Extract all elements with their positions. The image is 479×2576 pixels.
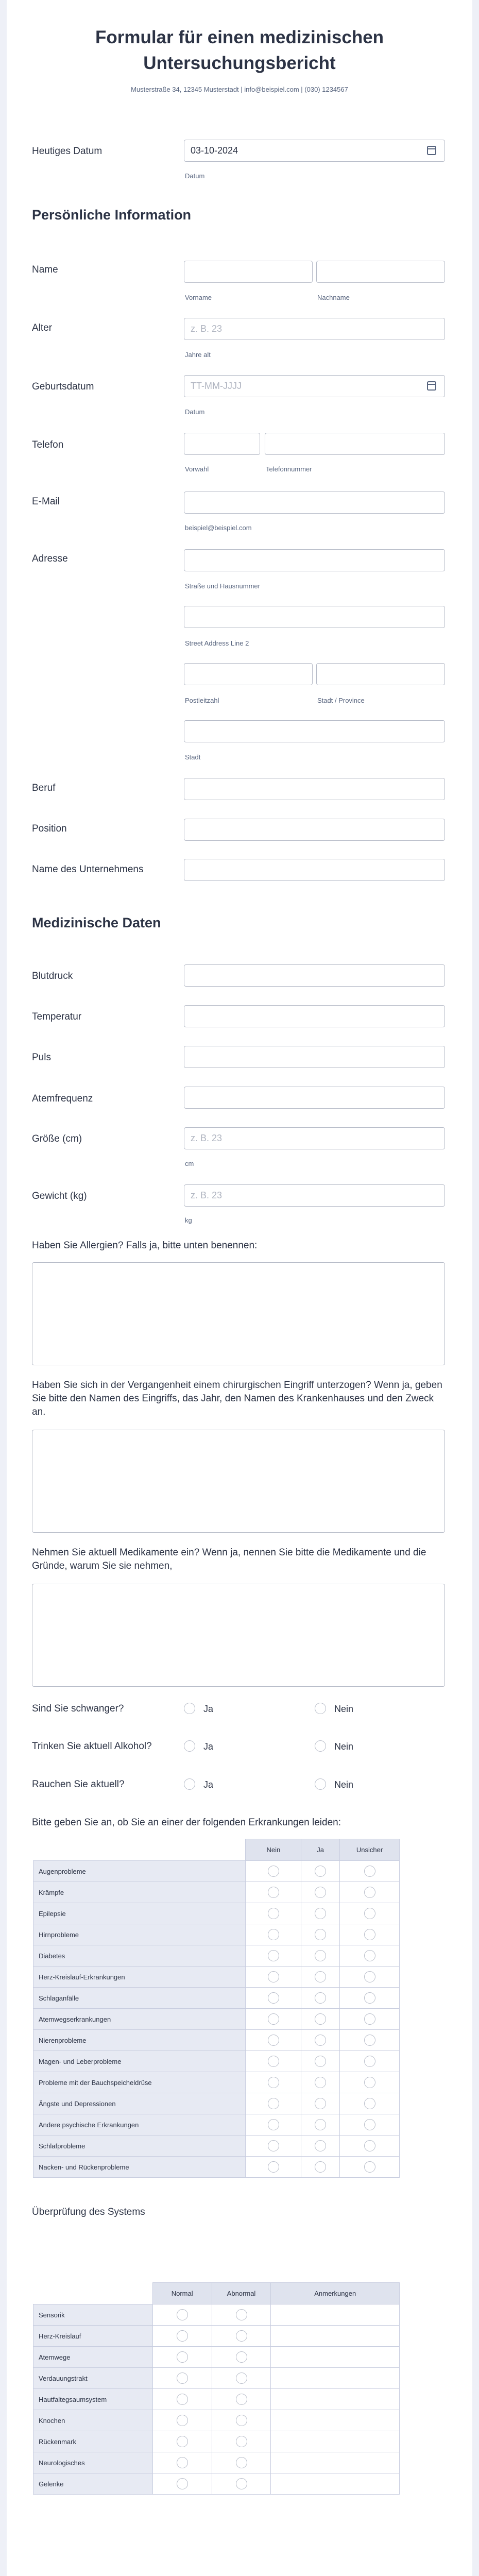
matrix-radio[interactable] bbox=[364, 2161, 375, 2173]
matrix-radio[interactable] bbox=[177, 2415, 188, 2426]
diseases-matrix bbox=[33, 1839, 400, 2178]
bp-input[interactable] bbox=[184, 964, 445, 987]
matrix-radio[interactable] bbox=[364, 2140, 375, 2151]
weight-input[interactable]: z. B. 23 bbox=[184, 1184, 445, 1207]
position-label: Position bbox=[32, 823, 67, 834]
matrix-row bbox=[33, 2051, 400, 2072]
weight-hint: kg bbox=[185, 1216, 192, 1224]
height-input[interactable]: z. B. 23 bbox=[184, 1127, 445, 1149]
temp-input[interactable] bbox=[184, 1005, 445, 1027]
date-today-hint: Datum bbox=[185, 172, 205, 180]
surgery-question: Haben Sie sich in der Vergangenheit einem chirurgischen Eingriff unterzogen? Wenn ja, geben Sie bitte den Namen des Eingriffs, das Jahr, den Namen des Krankenhauses und den Zweck an. bbox=[32, 1380, 442, 1417]
matrix-radio[interactable] bbox=[268, 2161, 279, 2173]
matrix-row-label: Nacken- und Rückenprobleme bbox=[33, 2157, 246, 2178]
meds-question: Nehmen Sie aktuell Medikamente ein? Wenn ja, nennen Sie bitte die Medikamente und die Gründe, warum Sie sie nehmen, bbox=[32, 1547, 426, 1571]
alcohol-no-radio[interactable] bbox=[315, 1740, 326, 1752]
matrix-col-header: Ja bbox=[301, 1839, 340, 1861]
zip-hint: Postleitzahl bbox=[185, 697, 219, 704]
matrix-row bbox=[33, 2368, 400, 2389]
matrix-row bbox=[33, 2093, 400, 2114]
matrix-radio[interactable] bbox=[268, 1992, 279, 2004]
matrix-row bbox=[33, 2136, 400, 2157]
matrix-radio[interactable] bbox=[315, 2161, 326, 2173]
matrix-row-label: Probleme mit der Bauchspeicheldrüse bbox=[33, 2072, 246, 2093]
matrix-row-label: Schlaganfälle bbox=[33, 1988, 246, 2009]
height-label: Größe (cm) bbox=[32, 1133, 82, 1144]
birth-label: Geburtsdatum bbox=[32, 381, 94, 392]
matrix-row bbox=[33, 1903, 400, 1924]
matrix-radio[interactable] bbox=[268, 2077, 279, 2088]
city-input[interactable] bbox=[184, 720, 445, 742]
matrix-radio[interactable] bbox=[268, 2098, 279, 2109]
form-title: Formular für einen medizinischen Untersuchungsbericht bbox=[95, 27, 384, 73]
matrix-radio[interactable] bbox=[315, 2013, 326, 2025]
matrix-row-label: Sensorik bbox=[33, 2304, 153, 2326]
birth-hint: Datum bbox=[185, 408, 205, 416]
phone-label: Telefon bbox=[32, 439, 64, 450]
matrix-radio[interactable] bbox=[315, 1866, 326, 1877]
matrix-radio[interactable] bbox=[315, 1908, 326, 1919]
matrix-row bbox=[33, 2389, 400, 2410]
matrix-row-label: Nierenprobleme bbox=[33, 2030, 246, 2051]
matrix-radio[interactable] bbox=[268, 2140, 279, 2151]
matrix-corner bbox=[33, 1839, 246, 1861]
matrix-row bbox=[33, 2410, 400, 2431]
matrix-note-cell[interactable] bbox=[271, 2473, 400, 2495]
matrix-radio[interactable] bbox=[268, 1866, 279, 1877]
pulse-label: Puls bbox=[32, 1052, 51, 1063]
age-input[interactable]: z. B. 23 bbox=[184, 318, 445, 340]
last-name-hint: Nachname bbox=[317, 294, 350, 301]
pregnant-no-radio[interactable] bbox=[315, 1703, 326, 1714]
job-label: Beruf bbox=[32, 783, 56, 793]
matrix-note-cell[interactable] bbox=[271, 2304, 400, 2326]
position-input[interactable] bbox=[184, 819, 445, 841]
alcohol-yes-label: Ja bbox=[203, 1741, 214, 1752]
matrix-radio[interactable] bbox=[236, 2436, 247, 2447]
matrix-note-cell[interactable] bbox=[271, 2389, 400, 2410]
matrix-row bbox=[33, 2304, 400, 2326]
form-contact: Musterstraße 34, 12345 Musterstadt | info@beispiel.com | (030) 1234567 bbox=[131, 86, 348, 93]
matrix-radio[interactable] bbox=[364, 1971, 375, 1982]
matrix-radio[interactable] bbox=[315, 1950, 326, 1961]
matrix-radio[interactable] bbox=[268, 1971, 279, 1982]
matrix-row bbox=[33, 1967, 400, 1988]
resp-label: Atemfrequenz bbox=[32, 1093, 93, 1104]
email-label: E-Mail bbox=[32, 496, 60, 507]
matrix-row-label: Augenprobleme bbox=[33, 1861, 246, 1882]
matrix-radio[interactable] bbox=[177, 2394, 188, 2405]
birth-input[interactable]: TT-MM-JJJJ bbox=[184, 375, 445, 397]
matrix-row bbox=[33, 2009, 400, 2030]
matrix-radio[interactable] bbox=[364, 1887, 375, 1898]
matrix-note-cell[interactable] bbox=[271, 2410, 400, 2431]
matrix-note-cell[interactable] bbox=[271, 2452, 400, 2473]
matrix-col-header: Nein bbox=[246, 1839, 301, 1861]
surgery-textarea[interactable] bbox=[32, 1430, 445, 1533]
matrix-radio[interactable] bbox=[236, 2394, 247, 2405]
matrix-row bbox=[33, 2452, 400, 2473]
matrix-radio[interactable] bbox=[236, 2457, 247, 2468]
matrix-radio[interactable] bbox=[236, 2478, 247, 2489]
first-name-input[interactable] bbox=[184, 261, 313, 283]
matrix-note-cell[interactable] bbox=[271, 2431, 400, 2452]
calendar-icon[interactable] bbox=[427, 146, 436, 155]
matrix-radio[interactable] bbox=[177, 2309, 188, 2320]
name-label: Name bbox=[32, 264, 58, 275]
matrix-radio[interactable] bbox=[315, 2077, 326, 2088]
matrix-row bbox=[33, 2347, 400, 2368]
matrix-note-cell[interactable] bbox=[271, 2368, 400, 2389]
section-personal: Persönliche Information bbox=[32, 207, 192, 223]
matrix-radio[interactable] bbox=[364, 2077, 375, 2088]
matrix-row-label: Krämpfe bbox=[33, 1882, 246, 1903]
matrix-row bbox=[33, 2114, 400, 2136]
smoke-no-label: Nein bbox=[334, 1780, 354, 1790]
alcohol-yes-radio[interactable] bbox=[184, 1740, 195, 1752]
matrix-radio[interactable] bbox=[315, 2098, 326, 2109]
matrix-radio[interactable] bbox=[268, 2035, 279, 2046]
matrix-radio[interactable] bbox=[236, 2351, 247, 2363]
age-hint: Jahre alt bbox=[185, 351, 211, 359]
matrix-row-label: Atemwegserkrankungen bbox=[33, 2009, 246, 2030]
alcohol-no-label: Nein bbox=[334, 1741, 354, 1752]
pregnant-label: Sind Sie schwanger? bbox=[32, 1703, 124, 1714]
matrix-radio[interactable] bbox=[315, 1887, 326, 1898]
matrix-radio[interactable] bbox=[177, 2351, 188, 2363]
phone-area-input[interactable] bbox=[184, 433, 260, 455]
diseases-question: Bitte geben Sie an, ob Sie an einer der folgenden Erkrankungen leiden: bbox=[32, 1817, 341, 1828]
email-hint: beispiel@beispiel.com bbox=[185, 524, 252, 532]
matrix-radio[interactable] bbox=[364, 2056, 375, 2067]
matrix-radio[interactable] bbox=[236, 2330, 247, 2342]
matrix-col-header: Unsicher bbox=[340, 1839, 400, 1861]
pregnant-no-label: Nein bbox=[334, 1704, 354, 1714]
matrix-row bbox=[33, 1945, 400, 1967]
bp-label: Blutdruck bbox=[32, 971, 73, 981]
matrix-col-header: Normal bbox=[152, 2283, 212, 2304]
matrix-radio[interactable] bbox=[177, 2436, 188, 2447]
matrix-radio[interactable] bbox=[364, 1950, 375, 1961]
date-today-input[interactable]: 03-10-2024 bbox=[184, 140, 445, 162]
matrix-radio[interactable] bbox=[177, 2478, 188, 2489]
company-input[interactable] bbox=[184, 859, 445, 881]
matrix-radio[interactable] bbox=[364, 2035, 375, 2046]
matrix-radio[interactable] bbox=[268, 1908, 279, 1919]
section-medical: Medizinische Daten bbox=[32, 915, 161, 930]
matrix-radio[interactable] bbox=[364, 1908, 375, 1919]
matrix-radio[interactable] bbox=[364, 1992, 375, 2004]
email-input[interactable] bbox=[184, 492, 445, 514]
matrix-row-label: Neurologisches bbox=[33, 2452, 153, 2473]
smoke-yes-label: Ja bbox=[203, 1780, 214, 1790]
matrix-radio[interactable] bbox=[268, 1950, 279, 1961]
phone-number-hint: Telefonnummer bbox=[266, 465, 312, 473]
smoke-label: Rauchen Sie aktuell? bbox=[32, 1779, 125, 1790]
matrix-radio[interactable] bbox=[236, 2415, 247, 2426]
date-today-label: Heutiges Datum bbox=[32, 146, 102, 157]
resp-input[interactable] bbox=[184, 1087, 445, 1109]
calendar-icon[interactable] bbox=[427, 381, 436, 391]
state-input[interactable] bbox=[316, 663, 445, 685]
age-label: Alter bbox=[32, 323, 53, 333]
temp-label: Temperatur bbox=[32, 1011, 82, 1022]
matrix-row-label: Herz-Kreislauf-Erkrankungen bbox=[33, 1967, 246, 1988]
matrix-radio[interactable] bbox=[315, 1992, 326, 2004]
matrix-note-cell[interactable] bbox=[271, 2326, 400, 2347]
allergies-textarea[interactable] bbox=[32, 1262, 445, 1365]
matrix-row-label: Magen- und Leberprobleme bbox=[33, 2051, 246, 2072]
matrix-col-header: Abnormal bbox=[212, 2283, 271, 2304]
matrix-radio[interactable] bbox=[315, 1971, 326, 1982]
matrix-row bbox=[33, 2431, 400, 2452]
matrix-radio[interactable] bbox=[268, 1929, 279, 1940]
matrix-row bbox=[33, 2030, 400, 2051]
job-input[interactable] bbox=[184, 778, 445, 800]
city-hint: Stadt bbox=[185, 753, 201, 761]
matrix-note-cell[interactable] bbox=[271, 2347, 400, 2368]
matrix-row-label: Rückenmark bbox=[33, 2431, 153, 2452]
matrix-row-label: Diabetes bbox=[33, 1945, 246, 1967]
street2-input[interactable] bbox=[184, 606, 445, 628]
systems-question: Überprüfung des Systems bbox=[32, 2207, 145, 2217]
height-hint: cm bbox=[185, 1160, 194, 1167]
matrix-radio[interactable] bbox=[364, 2013, 375, 2025]
matrix-row-label: Hirnprobleme bbox=[33, 1924, 246, 1945]
street2-hint: Street Address Line 2 bbox=[185, 639, 249, 647]
matrix-radio[interactable] bbox=[177, 2372, 188, 2384]
matrix-radio[interactable] bbox=[268, 2013, 279, 2025]
matrix-radio[interactable] bbox=[315, 2119, 326, 2130]
systems-matrix bbox=[33, 2282, 400, 2495]
first-name-hint: Vorname bbox=[185, 294, 212, 301]
smoke-no-radio[interactable] bbox=[315, 1778, 326, 1790]
street-input[interactable] bbox=[184, 549, 445, 571]
matrix-row-label: Knochen bbox=[33, 2410, 153, 2431]
last-name-input[interactable] bbox=[316, 261, 445, 283]
matrix-radio[interactable] bbox=[177, 2457, 188, 2468]
pregnant-yes-label: Ja bbox=[203, 1704, 214, 1714]
alcohol-label: Trinken Sie aktuell Alkohol? bbox=[32, 1741, 152, 1752]
company-label: Name des Unternehmens bbox=[32, 864, 144, 875]
matrix-row-label: Schlafprobleme bbox=[33, 2136, 246, 2157]
matrix-row bbox=[33, 1924, 400, 1945]
address-label: Adresse bbox=[32, 553, 68, 564]
phone-area-hint: Vorwahl bbox=[185, 465, 209, 473]
matrix-corner bbox=[33, 2283, 153, 2304]
matrix-row bbox=[33, 2473, 400, 2495]
pulse-input[interactable] bbox=[184, 1046, 445, 1068]
matrix-row bbox=[33, 1988, 400, 2009]
matrix-row bbox=[33, 2326, 400, 2347]
matrix-row-label: Verdauungstrakt bbox=[33, 2368, 153, 2389]
street-hint: Straße und Hausnummer bbox=[185, 582, 260, 590]
smoke-yes-radio[interactable] bbox=[184, 1778, 195, 1790]
matrix-col-header: Anmerkungen bbox=[271, 2283, 400, 2304]
matrix-radio[interactable] bbox=[364, 2119, 375, 2130]
matrix-row bbox=[33, 1882, 400, 1903]
matrix-row-label: Gelenke bbox=[33, 2473, 153, 2495]
matrix-radio[interactable] bbox=[268, 2056, 279, 2067]
matrix-radio[interactable] bbox=[236, 2372, 247, 2384]
matrix-row bbox=[33, 1861, 400, 1882]
weight-label: Gewicht (kg) bbox=[32, 1191, 87, 1201]
matrix-radio[interactable] bbox=[364, 2098, 375, 2109]
matrix-row-label: Andere psychische Erkrankungen bbox=[33, 2114, 246, 2136]
phone-number-input[interactable] bbox=[265, 433, 445, 455]
matrix-radio[interactable] bbox=[268, 1887, 279, 1898]
meds-textarea[interactable] bbox=[32, 1584, 445, 1687]
allergies-question: Haben Sie Allergien? Falls ja, bitte unten benennen: bbox=[32, 1240, 258, 1251]
matrix-radio[interactable] bbox=[268, 2119, 279, 2130]
matrix-radio[interactable] bbox=[315, 2140, 326, 2151]
matrix-radio[interactable] bbox=[364, 1866, 375, 1877]
state-hint: Stadt / Province bbox=[317, 697, 365, 704]
matrix-row-label: Ängste und Depressionen bbox=[33, 2093, 246, 2114]
pregnant-yes-radio[interactable] bbox=[184, 1703, 195, 1714]
matrix-row-label: Epilepsie bbox=[33, 1903, 246, 1924]
zip-input[interactable] bbox=[184, 663, 313, 685]
matrix-row-label: Atemwege bbox=[33, 2347, 153, 2368]
matrix-radio[interactable] bbox=[315, 2056, 326, 2067]
matrix-row bbox=[33, 2157, 400, 2178]
matrix-row-label: Hautfaltegsaumsystem bbox=[33, 2389, 153, 2410]
matrix-radio[interactable] bbox=[315, 1929, 326, 1940]
matrix-radio[interactable] bbox=[236, 2309, 247, 2320]
matrix-row-label: Herz-Kreislauf bbox=[33, 2326, 153, 2347]
matrix-radio[interactable] bbox=[315, 2035, 326, 2046]
matrix-radio[interactable] bbox=[364, 1929, 375, 1940]
matrix-row bbox=[33, 2072, 400, 2093]
matrix-radio[interactable] bbox=[177, 2330, 188, 2342]
